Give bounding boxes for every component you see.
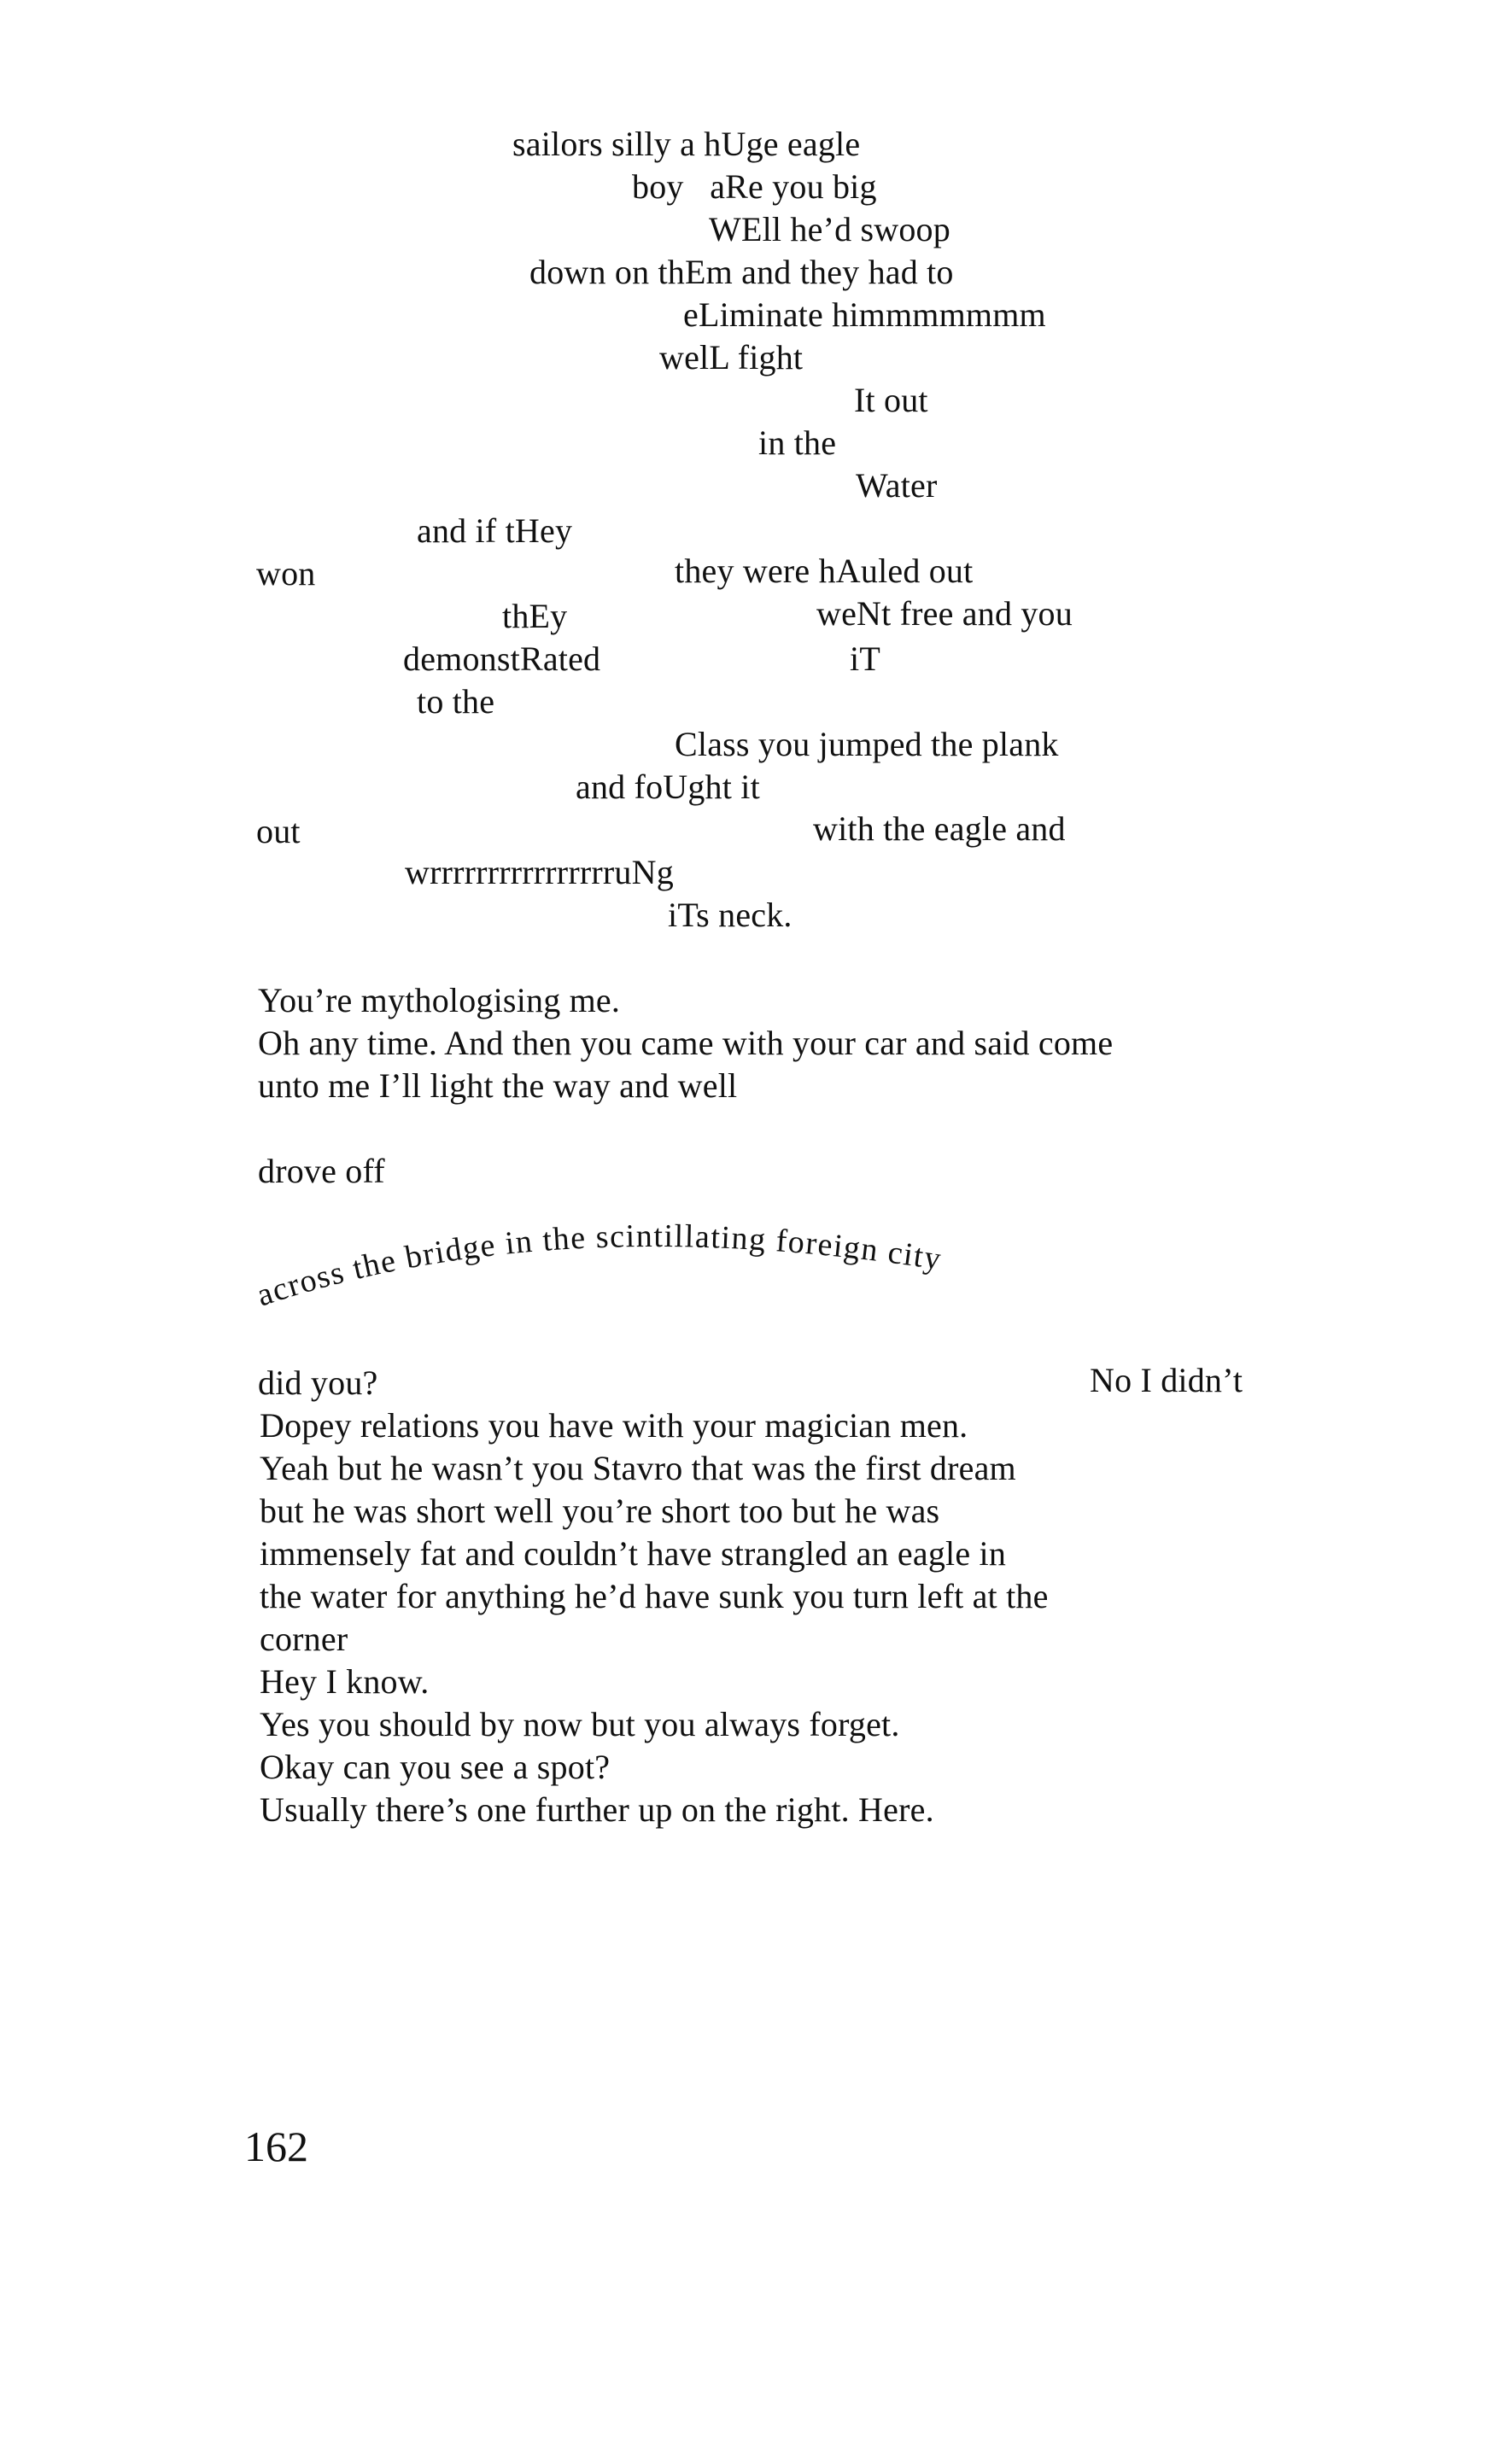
closing-line: Yeah but he wasn’t you Stavro that was the first dream (260, 1449, 1016, 1487)
poem-line: WEll he’d swoop (709, 210, 950, 248)
closing-line: immensely fat and couldn’t have strangled an eagle in (260, 1534, 1007, 1573)
closing-line: corner (260, 1620, 348, 1658)
poem-line: out (256, 812, 301, 850)
poem-line: iTs neck. (668, 896, 793, 934)
poem-line: wrrrrrrrrrrrrrrrruNg (405, 853, 674, 891)
closing-line: Okay can you see a spot? (260, 1748, 611, 1786)
poem-line: and foUght it (576, 768, 760, 806)
poem-line: thEy (502, 597, 568, 635)
poem-line: iT (850, 639, 880, 678)
poem-line: It out (854, 381, 928, 419)
closing-question: did you? (258, 1363, 378, 1402)
curved-text (253, 1218, 945, 1314)
dialogue-line: unto me I’ll light the way and well (258, 1066, 738, 1105)
closing-line: the water for anything he’d have sunk you turn left at the (260, 1577, 1049, 1615)
closing-line: but he was short well you’re short too but he was (260, 1492, 940, 1530)
poem-line: they were hAuled out (675, 552, 974, 590)
closing-line: Dopey relations you have with your magician men. (260, 1406, 968, 1445)
poem-line: in the (758, 423, 837, 462)
dialogue-line: drove off (258, 1152, 385, 1190)
poem-line: down on thEm and they had to (529, 253, 954, 291)
closing-answer: No I didn’t (1090, 1361, 1243, 1399)
poem-line: boy aRe you big (632, 167, 877, 206)
page-number: 162 (244, 2122, 308, 2170)
closing-line: Yes you should by now but you always forget. (260, 1705, 900, 1743)
poem-line: welL fight (659, 338, 804, 377)
poem-line: Class you jumped the plank (675, 725, 1059, 763)
closing-line: Usually there’s one further up on the right. Here. (260, 1790, 934, 1829)
poem-line: won (256, 554, 316, 593)
poem-line: sailors silly a hUge eagle (512, 125, 861, 163)
poem-line: to the (417, 682, 495, 721)
poem-line: demonstRated (403, 639, 601, 678)
dialogue-line: You’re mythologising me. (258, 981, 621, 1019)
closing-line: Hey I know. (260, 1662, 430, 1701)
poem-line: with the eagle and (813, 809, 1066, 848)
curved-text-path: across the bridge in the scintillating foreign city (252, 1217, 945, 1314)
poem-line: eLiminate himmmmmmm (683, 295, 1046, 334)
poem-line: and if tHey (417, 511, 573, 550)
dialogue-line: Oh any time. And then you came with your car and said come (258, 1024, 1114, 1062)
poem-line: Water (856, 466, 938, 505)
poem-line: weNt free and you (816, 594, 1073, 633)
